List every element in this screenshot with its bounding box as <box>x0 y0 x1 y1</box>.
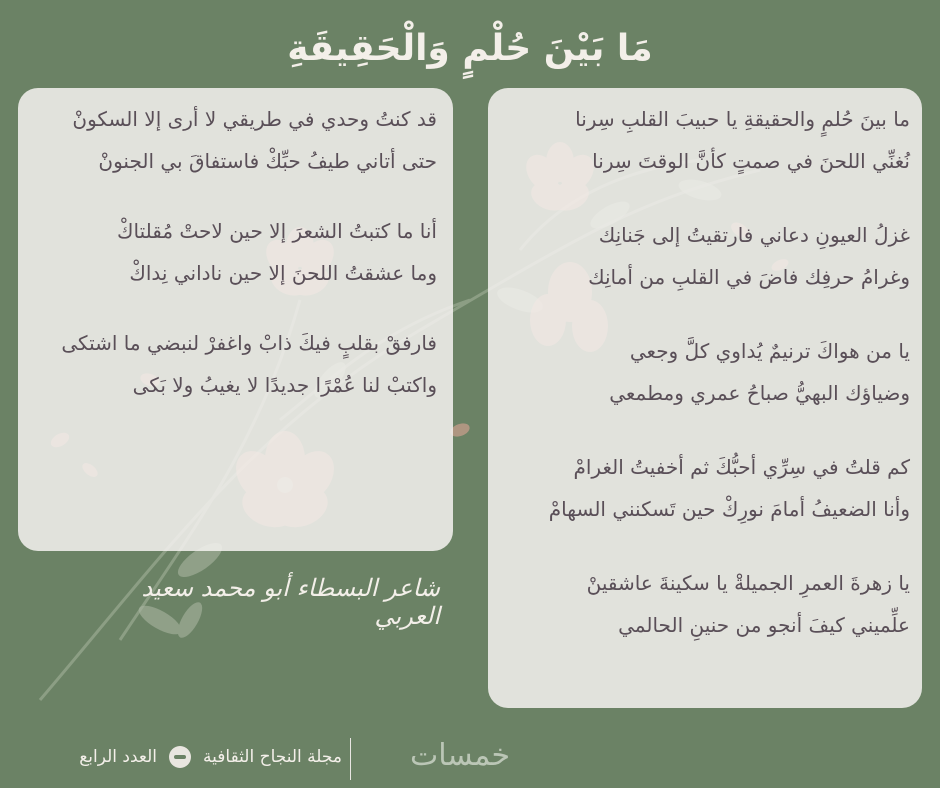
footer-magazine <box>18 746 342 768</box>
brand-watermark: خمسات <box>410 738 511 773</box>
verse-line: كم قلتُ في سِرِّي أحبُّكَ ثم أخفيتُ الغرامْ <box>573 455 910 479</box>
magazine-name: مجلة النجاح الثقافية <box>203 747 342 767</box>
verse-line: وضياؤك البهيُّ صباحُ عمري ومطمعي <box>609 381 910 405</box>
verse-line: فارفقْ بقلبٍ فيكَ ذابْ واغفرْ لنبضي ما اشتكى <box>61 331 437 355</box>
magazine-logo-icon <box>169 746 191 768</box>
poem-title: مَا بَيْنَ حُلْمٍ وَالْحَقِيقَةِ <box>287 28 653 69</box>
verse-line: وغرامُ حرفِك فاضَ في القلبِ من أمانِك <box>588 265 910 289</box>
verse-line: يا من هواكَ ترنيمٌ يُداوي كلَّ وجعي <box>629 339 910 363</box>
verse-line: يا زهرةَ العمرِ الجميلةْ يا سكينةَ عاشقينْ <box>586 571 910 595</box>
issue-number: العدد الرابع <box>79 747 158 767</box>
verse-line: وما عشقتُ اللحنَ إلا حين ناداني نِداكْ <box>129 261 437 285</box>
verse-line: واكتبْ لنا عُمْرًا جديدًا لا يغيبُ ولا بَكى <box>132 373 437 397</box>
verse-line: علِّميني كيفَ أنجو من حنينِ الحالمي <box>618 613 910 637</box>
verse-line: ما بينَ حُلمٍ والحقيقةِ يا حبيبَ القلبِ سِرنا <box>575 107 910 131</box>
footer-divider <box>350 738 351 780</box>
poet-signature: شاعر البسطاء أبو محمد سعيد العربي <box>141 574 440 630</box>
verse-line: نُغنِّي اللحنَ في صمتٍ كأنَّ الوقتَ سِرنا <box>592 149 910 173</box>
verse-line: قد كنتُ وحدي في طريقي لا أرى إلا السكونْ <box>72 107 437 131</box>
verse-line: أنا ما كتبتُ الشعرَ إلا حين لاحتْ مُقلتاكْ <box>117 219 437 243</box>
poem-panel-right <box>488 88 922 708</box>
poem-panel-left <box>18 88 453 551</box>
verse-line: حتى أتاني طيفُ حبِّكْ فاستفاقَ بي الجنونْ <box>98 149 437 173</box>
verse-line: وأنا الضعيفُ أمامَ نورِكْ حين تَسكنني السهامْ <box>548 497 910 521</box>
verse-line: غزلُ العيونِ دعاني فارتقيتُ إلى جَنانِك <box>598 223 910 247</box>
